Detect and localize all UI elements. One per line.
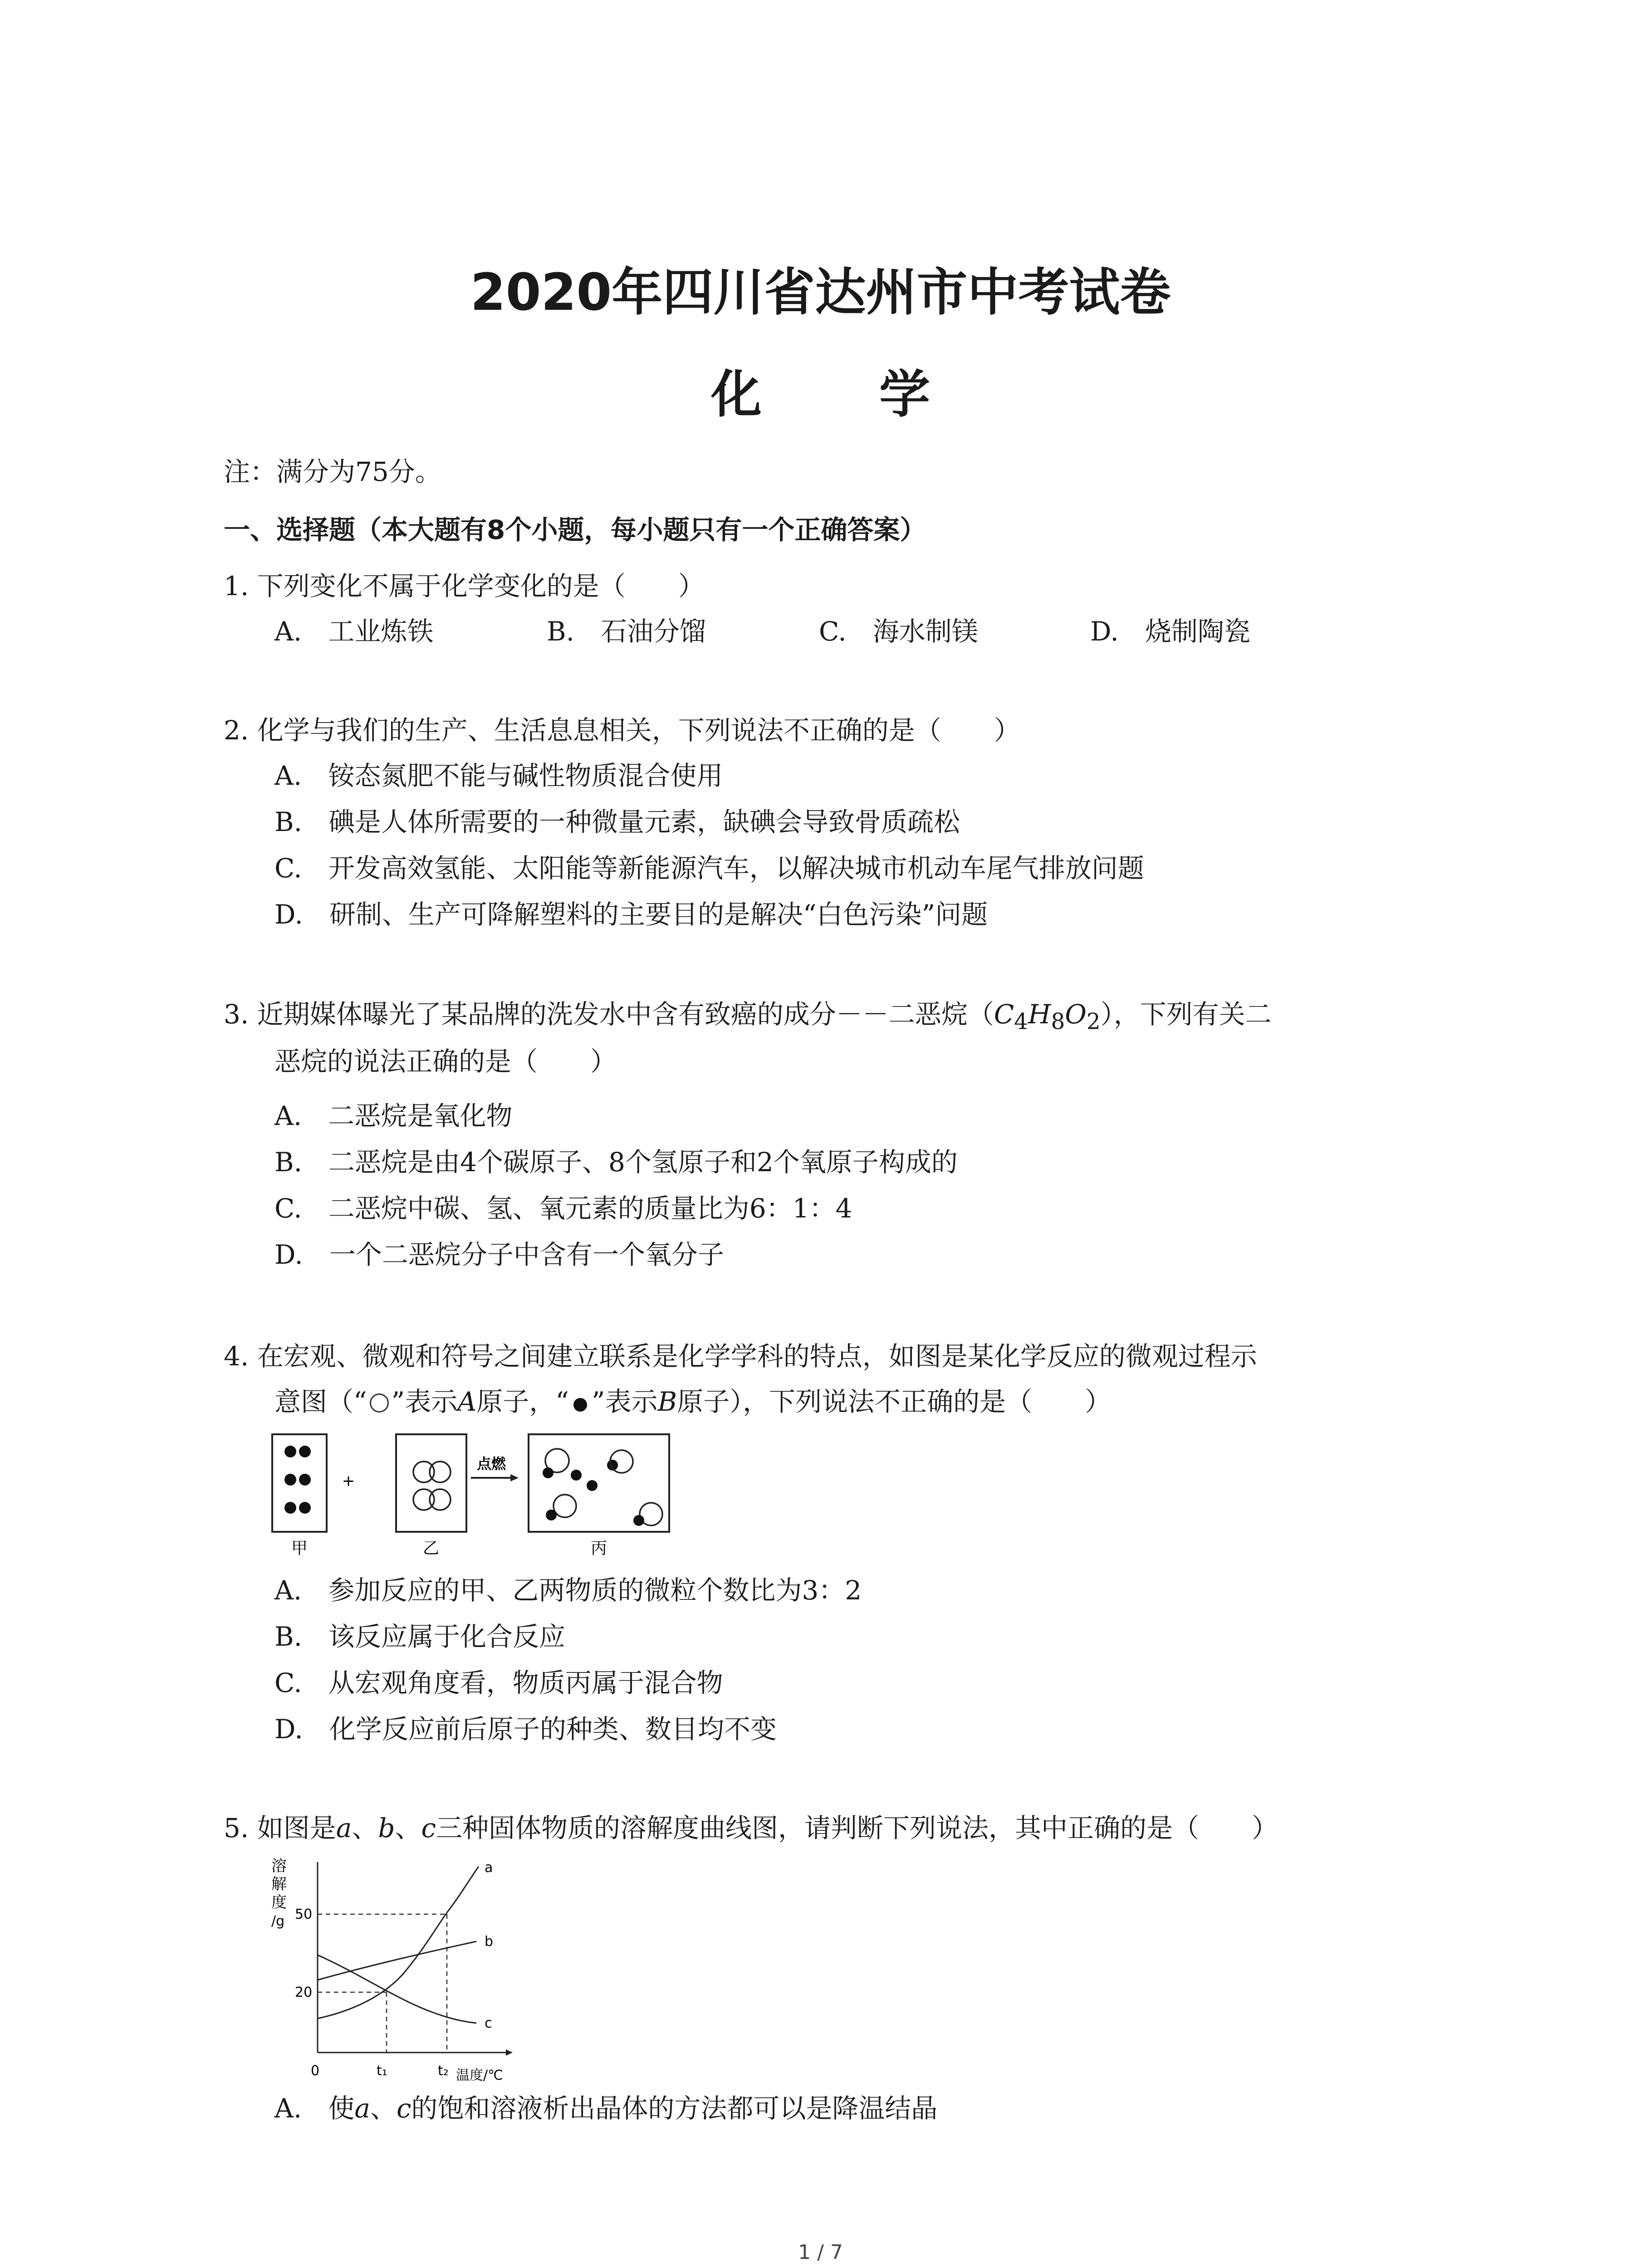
q3-stem-part-a: 3. 近期媒体曝光了某品牌的洗发水中含有致癌的成分－－二恶烷（ <box>224 999 994 1030</box>
q3-option-c: C. 二恶烷中碳、氢、氧元素的质量比为6：1：4 <box>274 1193 852 1224</box>
curve-a-label: a <box>485 1860 493 1876</box>
q3-stem-part-b: ），下列有关二 <box>1100 999 1272 1030</box>
q5-sep1: 、 <box>352 1813 378 1843</box>
subject-title: 化 学 <box>711 365 980 424</box>
x-axis-label: 温度/℃ <box>456 2068 503 2083</box>
q4-stem-a-atom: A <box>457 1386 477 1417</box>
tick-50: 50 <box>295 1906 313 1922</box>
q5-var-b: b <box>378 1813 395 1843</box>
q4-option-d: D. 化学反应前后原子的种类、数目均不变 <box>274 1714 777 1745</box>
solubility-curve-figure <box>268 1853 558 2089</box>
q5-var-a: a <box>336 1813 352 1843</box>
q1-option-b: B. 石油分馏 <box>547 616 706 647</box>
q3-option-a: A. 二恶烷是氧化物 <box>274 1100 513 1131</box>
q5-optA-var1: a <box>354 2093 370 2124</box>
curve-c-label: c <box>485 2015 492 2031</box>
q1-option-c: C. 海水制镁 <box>819 616 978 647</box>
q5-var-c: c <box>421 1813 436 1843</box>
q3-formula-o: O <box>1065 999 1087 1030</box>
q3-formula-o-sub: 2 <box>1086 1009 1101 1035</box>
q4-stem-b-atom: B <box>657 1386 677 1417</box>
q5-optA-sep: 、 <box>370 2093 397 2124</box>
q1-option-a: A. 工业炼铁 <box>274 616 434 647</box>
arrow-label: 点燃 <box>476 1455 506 1472</box>
curve-a <box>318 1867 479 2019</box>
curve-b <box>318 1941 476 1980</box>
q5-optA-var2: c <box>396 2093 411 2124</box>
q2-option-c: C. 开发高效氢能、太阳能等新能源汽车，以解决城市机动车尾气排放问题 <box>274 853 1144 884</box>
label-yi: 乙 <box>422 1539 440 1558</box>
q2-stem: 2. 化学与我们的生产、生活息息相关，下列说法不正确的是（ ） <box>224 715 1020 746</box>
q3-formula-c: C <box>994 999 1014 1030</box>
y-label-3: 度 <box>271 1893 287 1911</box>
q4-option-c: C. 从宏观角度看，物质丙属于混合物 <box>274 1667 723 1698</box>
curve-b-label: b <box>485 1934 494 1950</box>
q2-option-d: D. 研制、生产可降解塑料的主要目的是解决“白色污染”问题 <box>274 899 988 930</box>
q3-stem-line1 <box>224 996 1272 1040</box>
q4-stem-line2 <box>274 1383 1111 1420</box>
q1-option-d: D. 烧制陶瓷 <box>1090 616 1250 647</box>
q4-stem-b3: 原子，“ <box>476 1386 569 1417</box>
plus-sign: + <box>342 1472 355 1490</box>
box-yi <box>396 1434 466 1532</box>
exam-title: 2020年四川省达州市中考试卷 <box>470 263 1171 322</box>
score-note: 注：满分为75分。 <box>224 456 441 487</box>
q3-option-d: D. 一个二恶烷分子中含有一个氧分子 <box>274 1239 724 1270</box>
q3-formula-h-sub: 8 <box>1051 1009 1065 1035</box>
q5-optA-part-a: A. 使 <box>274 2093 355 2124</box>
q3-option-b: B. 二恶烷是由4个碳原子、8个氢原子和2个氧原子构成的 <box>274 1147 958 1178</box>
y-label-4: /g <box>271 1913 285 1929</box>
tick-t2: t₂ <box>438 2063 449 2079</box>
tick-origin: 0 <box>311 2063 320 2079</box>
q1-options <box>274 613 1363 650</box>
section-heading: 一、选择题（本大题有8个小题，每小题只有一个正确答案） <box>224 514 926 545</box>
box-jia <box>272 1434 327 1532</box>
curve-c <box>318 1955 476 2023</box>
q4-stem-b4: ”表示 <box>591 1386 658 1417</box>
q4-option-b: B. 该反应属于化合反应 <box>274 1621 566 1652</box>
hollow-circle-icon <box>370 1393 389 1413</box>
box-bing <box>529 1434 669 1532</box>
q4-option-a: A. 参加反应的甲、乙两物质的微粒个数比为3：2 <box>274 1575 862 1606</box>
x-axis-arrow-icon <box>506 2049 513 2056</box>
q1-stem: 1. 下列变化不属于化学变化的是（ ） <box>224 571 705 601</box>
q4-stem-b5: 原子），下列说法不正确的是（ ） <box>677 1386 1112 1417</box>
q2-option-b: B. 碘是人体所需要的一种微量元素，缺碘会导致骨质疏松 <box>274 807 960 837</box>
q5-stem-part-b: 三种固体物质的溶解度曲线图，请判断下列说法，其中正确的是（ ） <box>436 1813 1279 1843</box>
tick-20: 20 <box>295 1984 313 2000</box>
q5-stem <box>224 1810 1278 1846</box>
label-bing: 丙 <box>590 1539 607 1558</box>
arrow-icon <box>471 1474 519 1481</box>
tick-t1: t₁ <box>377 2063 387 2079</box>
y-label-1: 溶 <box>271 1857 287 1875</box>
q5-optA-part-b: 的饱和溶液析出晶体的方法都可以是降温结晶 <box>411 2093 938 2124</box>
q5-stem-part-a: 5. 如图是 <box>224 1813 336 1843</box>
q5-sep2: 、 <box>395 1813 421 1843</box>
label-jia: 甲 <box>291 1539 308 1558</box>
q3-formula-c-sub: 4 <box>1014 1009 1028 1035</box>
q5-option-a <box>274 2090 937 2126</box>
q4-stem-b1: 意图（“ <box>274 1386 367 1417</box>
q2-option-a: A. 铵态氮肥不能与碱性物质混合使用 <box>274 760 723 791</box>
q3-stem-line2: 恶烷的说法正确的是（ ） <box>274 1046 617 1077</box>
q4-stem-line1: 4. 在宏观、微观和符号之间建立联系是化学学科的特点，如图是某化学反应的微观过程示 <box>224 1341 1257 1372</box>
reaction-microscopic-diagram <box>268 1429 676 1560</box>
q4-stem-b2: ”表示 <box>391 1386 458 1417</box>
y-label-2: 解 <box>271 1875 287 1893</box>
page-number: 1 / 7 <box>798 2241 843 2264</box>
solid-circle-icon <box>573 1398 587 1412</box>
q3-formula-h: H <box>1028 999 1051 1030</box>
